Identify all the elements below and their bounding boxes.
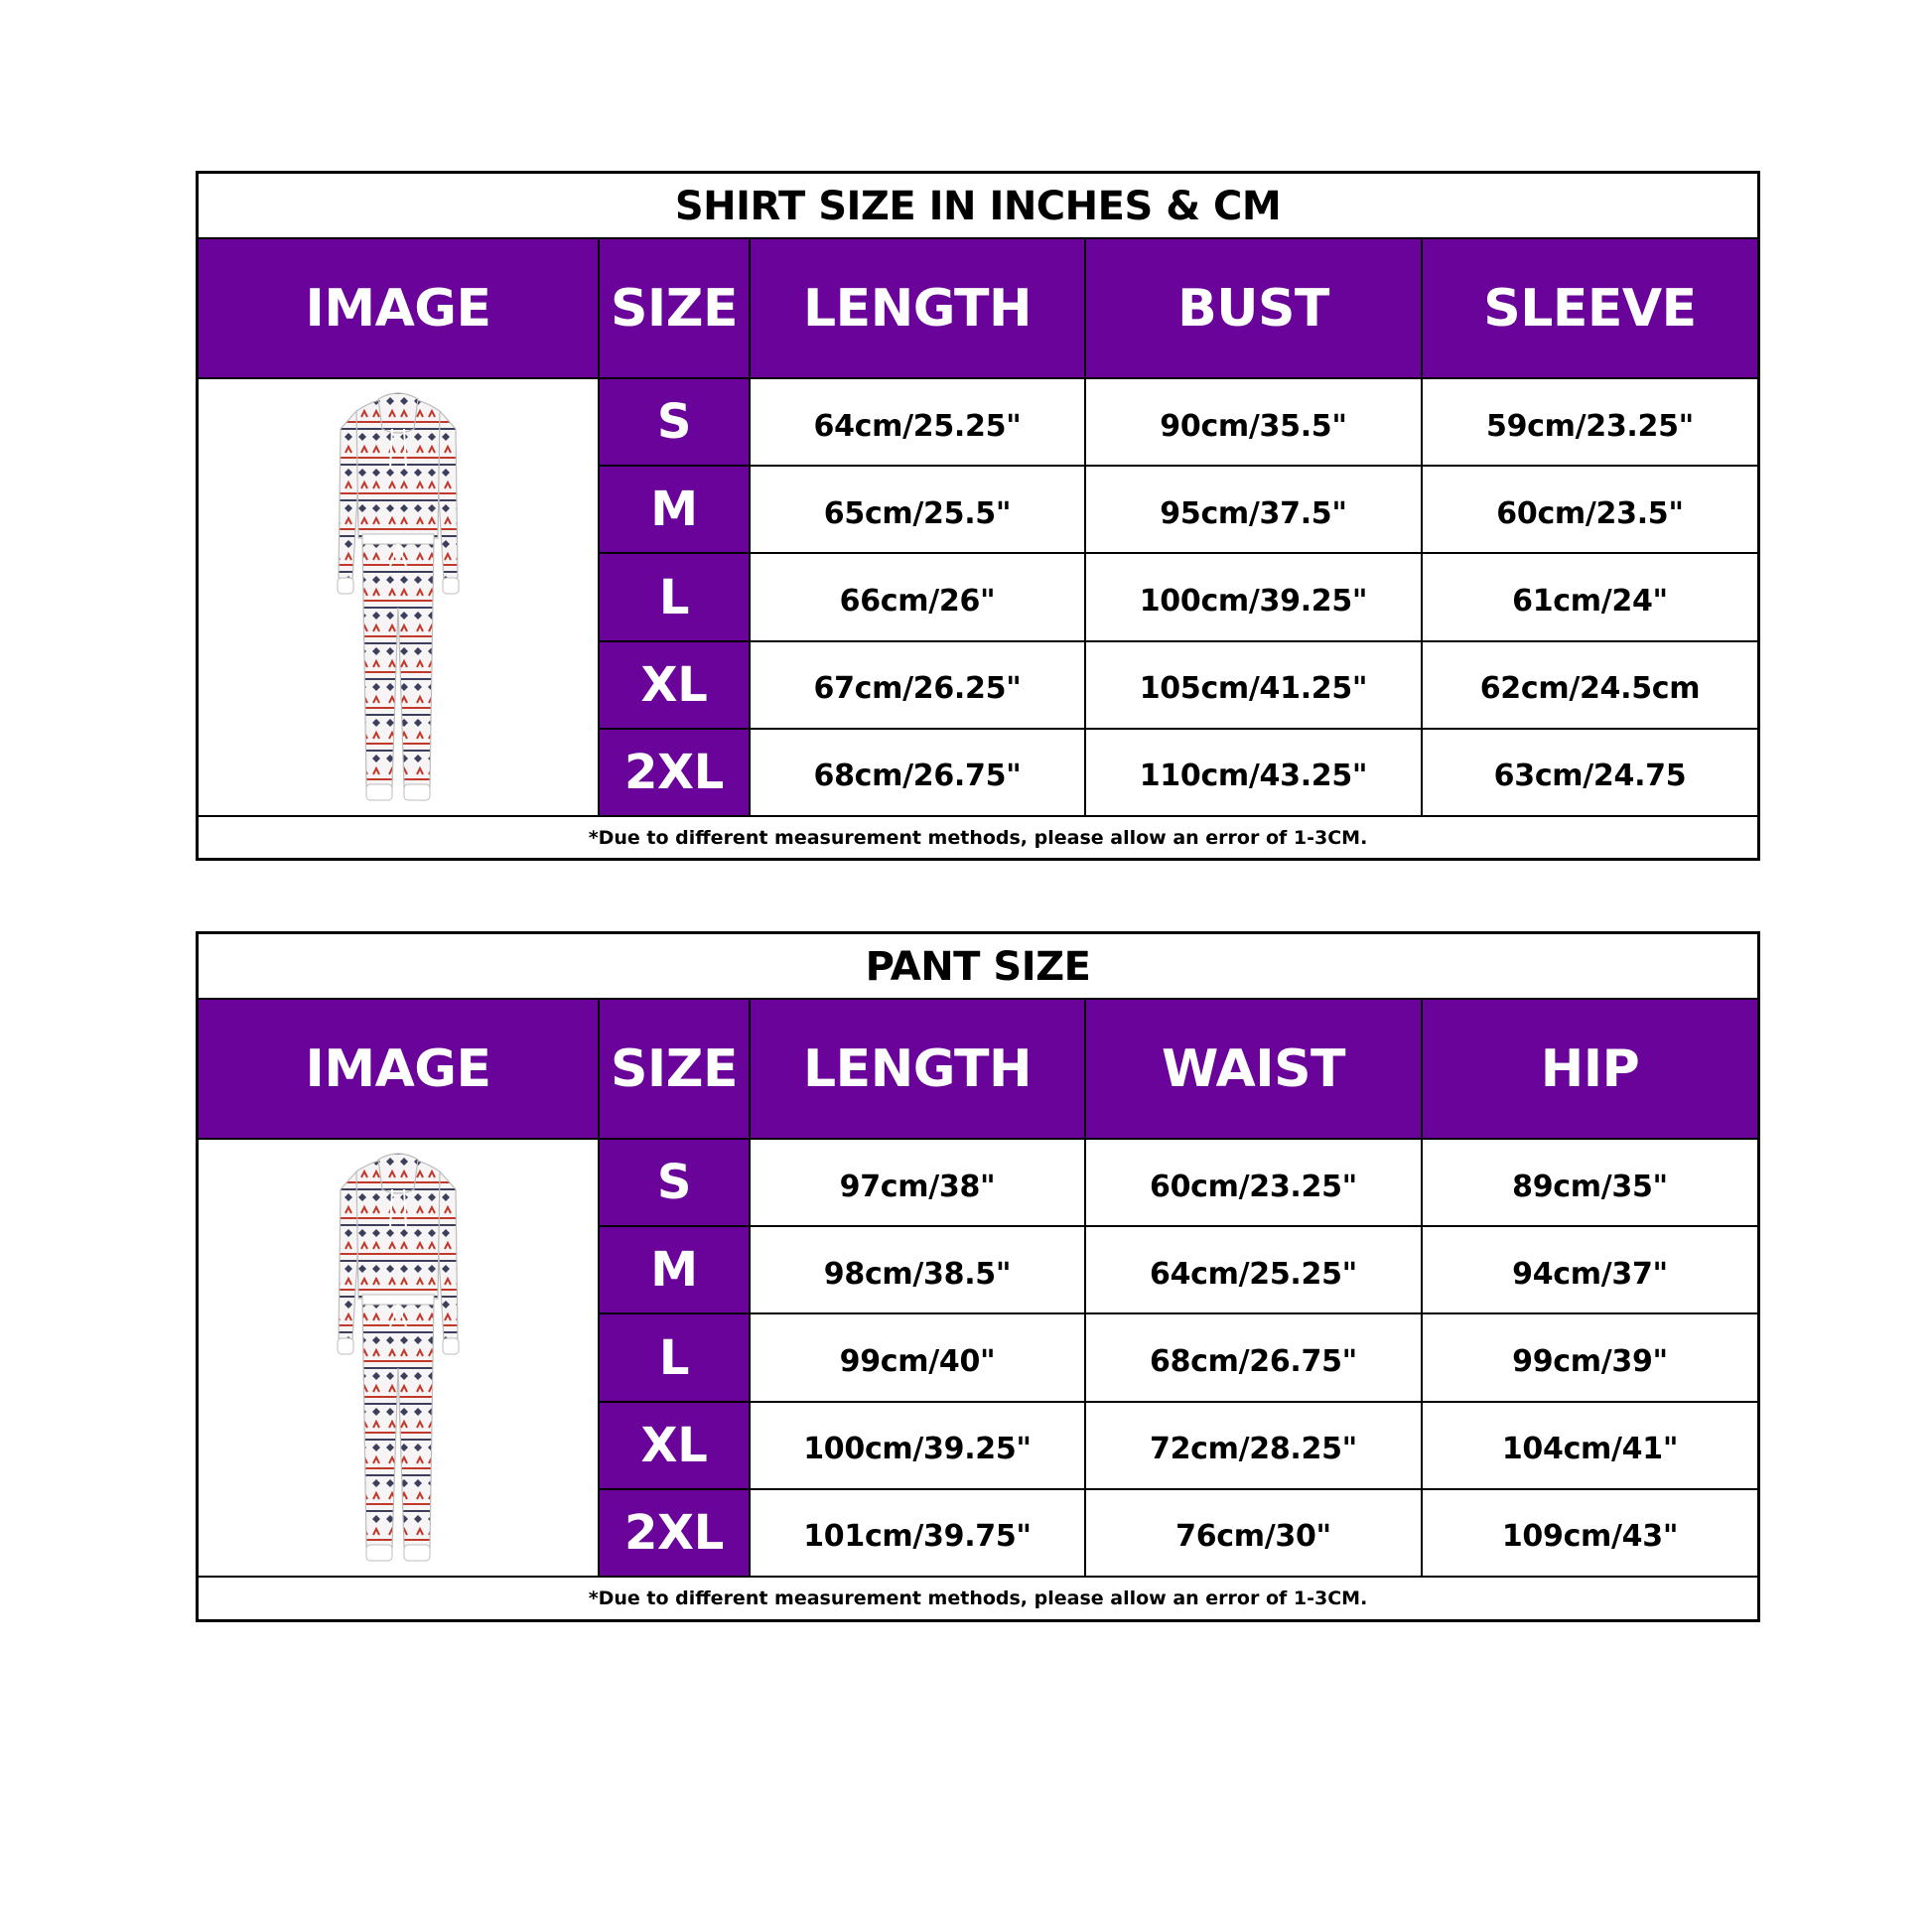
table-row	[600, 467, 1757, 554]
table-row	[600, 1314, 1757, 1402]
size-label: S	[600, 379, 751, 465]
header-size: SIZE	[600, 1000, 751, 1138]
measurement-note: *Due to different measurement methods, please allow an error of 1-3CM.	[588, 827, 1368, 849]
bust-value: 90cm/35.5"	[1086, 379, 1423, 465]
length-value: 100cm/39.25"	[751, 1403, 1086, 1488]
length-value: 67cm/26.25"	[751, 642, 1086, 728]
sleeve-value: 63cm/24.75	[1493, 759, 1687, 794]
table-row	[600, 730, 1757, 815]
pajama-set-image	[199, 1140, 600, 1576]
hip-value: 109cm/43"	[1501, 1519, 1679, 1555]
pajama-set-image	[199, 379, 600, 815]
length-value: 101cm/39.75"	[751, 1490, 1086, 1576]
pajama-figure-icon	[329, 1150, 468, 1567]
waist-value: 64cm/25.25"	[1086, 1227, 1423, 1312]
length-value: 64cm/25.25"	[751, 379, 1086, 465]
header-waist: WAIST	[1086, 1000, 1423, 1138]
table-row	[600, 379, 1757, 467]
hip-value: 99cm/39"	[1512, 1344, 1668, 1379]
table-row	[600, 1490, 1757, 1576]
bust-value: 105cm/41.25"	[1086, 642, 1423, 728]
table-row	[600, 1403, 1757, 1490]
shirt-header-row	[199, 239, 1757, 379]
table-row	[600, 642, 1757, 730]
size-label: L	[600, 554, 751, 639]
sleeve-value: 61cm/24"	[1512, 584, 1668, 619]
header-length: LENGTH	[751, 1000, 1086, 1138]
size-label: 2XL	[600, 1490, 751, 1576]
header-hip: HIP	[1540, 1038, 1640, 1099]
shirt-chart-title: SHIRT SIZE IN INCHES & CM	[199, 174, 1757, 239]
shirt-table-body	[199, 379, 1757, 817]
bust-value: 100cm/39.25"	[1086, 554, 1423, 639]
header-image: IMAGE	[199, 239, 600, 377]
pant-table-body	[199, 1140, 1757, 1578]
length-value: 99cm/40"	[751, 1314, 1086, 1400]
header-sleeve: SLEEVE	[1483, 278, 1697, 339]
hip-value: 104cm/41"	[1501, 1432, 1679, 1467]
waist-value: 68cm/26.75"	[1086, 1314, 1423, 1400]
pant-chart-title: PANT SIZE	[199, 934, 1757, 1000]
size-label: M	[600, 467, 751, 552]
length-value: 97cm/38"	[751, 1140, 1086, 1225]
sleeve-value: 62cm/24.5cm	[1479, 671, 1701, 707]
length-value: 66cm/26"	[751, 554, 1086, 639]
pant-header-row	[199, 1000, 1757, 1140]
size-label: L	[600, 1314, 751, 1400]
header-image: IMAGE	[199, 1000, 600, 1138]
length-value: 98cm/38.5"	[751, 1227, 1086, 1312]
header-length: LENGTH	[751, 239, 1086, 377]
size-label: S	[600, 1140, 751, 1225]
sleeve-value: 59cm/23.25"	[1486, 408, 1694, 444]
shirt-size-chart	[196, 171, 1760, 861]
size-label: XL	[600, 1403, 751, 1488]
pajama-figure-icon	[329, 389, 468, 806]
table-row	[600, 1227, 1757, 1314]
waist-value: 76cm/30"	[1086, 1490, 1423, 1576]
pant-size-chart	[196, 931, 1760, 1622]
bust-value: 95cm/37.5"	[1086, 467, 1423, 552]
table-row	[600, 554, 1757, 641]
size-label: XL	[600, 642, 751, 728]
size-label: M	[600, 1227, 751, 1312]
waist-value: 60cm/23.25"	[1086, 1140, 1423, 1225]
hip-value: 89cm/35"	[1512, 1169, 1668, 1204]
table-row	[600, 1140, 1757, 1227]
measurement-note: *Due to different measurement methods, please allow an error of 1-3CM.	[588, 1587, 1368, 1609]
sleeve-value: 60cm/23.5"	[1496, 495, 1684, 531]
bust-value: 110cm/43.25"	[1086, 730, 1423, 815]
length-value: 65cm/25.5"	[751, 467, 1086, 552]
size-label: 2XL	[600, 730, 751, 815]
length-value: 68cm/26.75"	[751, 730, 1086, 815]
hip-value: 94cm/37"	[1512, 1256, 1668, 1292]
waist-value: 72cm/28.25"	[1086, 1403, 1423, 1488]
header-bust: BUST	[1086, 239, 1423, 377]
header-size: SIZE	[600, 239, 751, 377]
